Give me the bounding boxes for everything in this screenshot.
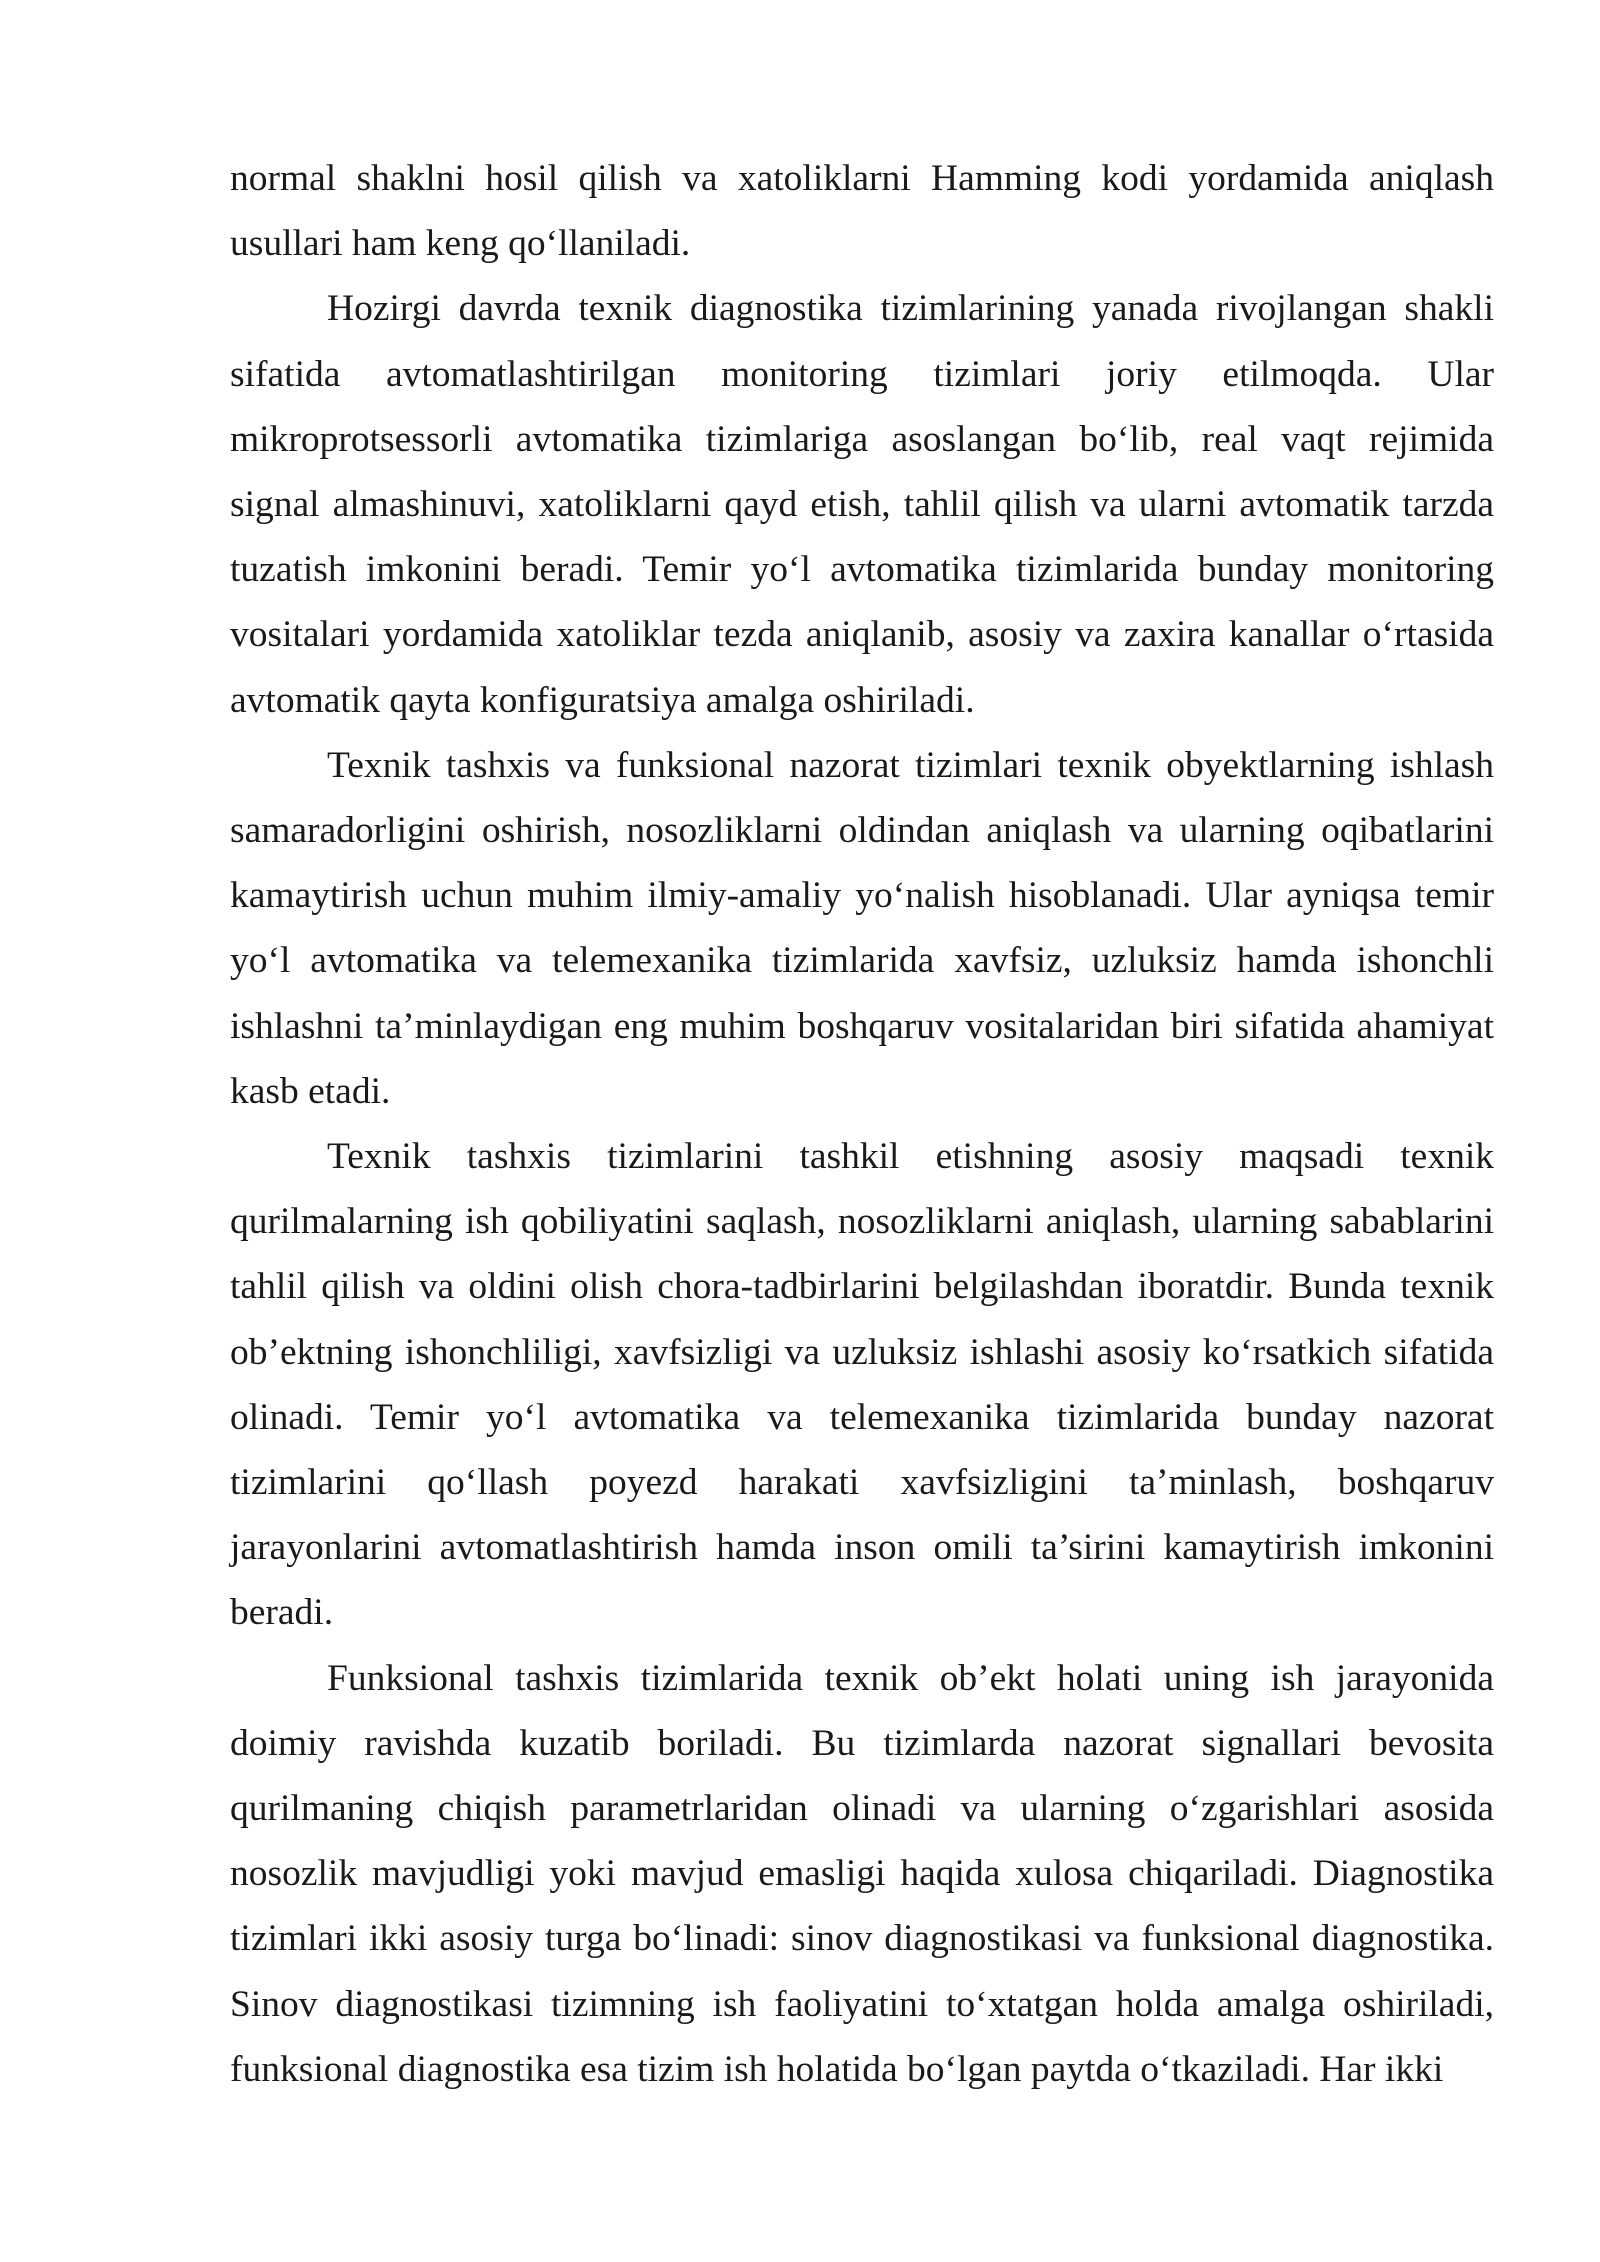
paragraph-1: normal shaklni hosil qilish va xatoliklarni Hamming kodi yordamida aniqlash usullari ham keng qo‘llaniladi. <box>230 158 1494 265</box>
paragraph-3: Texnik tashxis va funksional nazorat tizimlari texnik obyektlarning ishlash samaradorligini oshirish, nosozliklarni oldindan aniqlash va ularning oqibatlarini kamaytirish uchun muhim ilmiy-amaliy yo‘nalish hisoblanadi. Ular ayniqsa temir yo‘l avtomatika va telemexanika tizimlarida xavfsiz, uzluksiz hamda ishonchli ishlashni ta’minlaydigan eng muhim boshqaruv vositalaridan biri sifatida ahamiyat kasb etadi. <box>230 744 1494 1112</box>
body-text <box>230 146 1494 2102</box>
paragraph-5: Funksional tashxis tizimlarida texnik ob’ekt holati uning ish jarayonida doimiy ravishda kuzatib boriladi. Bu tizimlarda nazorat signallari bevosita qurilmaning chiqish parametrlaridan olinadi va ularning o‘zgarishlari asosida nosozlik mavjudligi yoki mavjud emasligi haqida xulosa chiqariladi. Diagnostika tizimlari ikki asosiy turga bo‘linadi: sinov diagnostikasi va funksional diagnostika. Sinov diagnostikasi tizimning ish faoliyatini to‘xtatgan holda amalga oshiriladi, funksional diagnostika esa tizim ish holatida bo‘lgan paytda o‘tkaziladi. Har ikki <box>230 1657 1494 2090</box>
paragraph-4: Texnik tashxis tizimlarini tashkil etishning asosiy maqsadi texnik qurilmalarning ish qobiliyatini saqlash, nosozliklarni aniqlash, ularning sabablarini tahlil qilish va oldini olish chora-tadbirlarini belgilashdan iboratdir. Bunda texnik ob’ektning ishonchliligi, xavfsizligi va uzluksiz ishlashi asosiy ko‘rsatkich sifatida olinadi. Temir yo‘l avtomatika va telemexanika tizimlarida bunday nazorat tizimlarini qo‘llash poyezd harakati xavfsizligini ta’minlash, boshqaruv jarayonlarini avtomatlashtirish hamda inson omili ta’sirini kamaytirish imkonini beradi. <box>230 1136 1494 1634</box>
paragraph-2: Hozirgi davrda texnik diagnostika tizimlarining yanada rivojlangan shakli sifatida avtomatlashtirilgan monitoring tizimlari joriy etilmoqda. Ular mikroprotsessorli avtomatika tizimlariga asoslangan bo‘lib, real vaqt rejimida signal almashinuvi, xatoliklarni qayd etish, tahlil qilish va ularni avtomatik tarzda tuzatish imkonini beradi. Temir yo‘l avtomatika tizimlarida bunday monitoring vositalari yordamida xatoliklar tezda aniqlanib, asosiy va zaxira kanallar o‘rtasida avtomatik qayta konfiguratsiya amalga oshiriladi. <box>230 288 1494 721</box>
